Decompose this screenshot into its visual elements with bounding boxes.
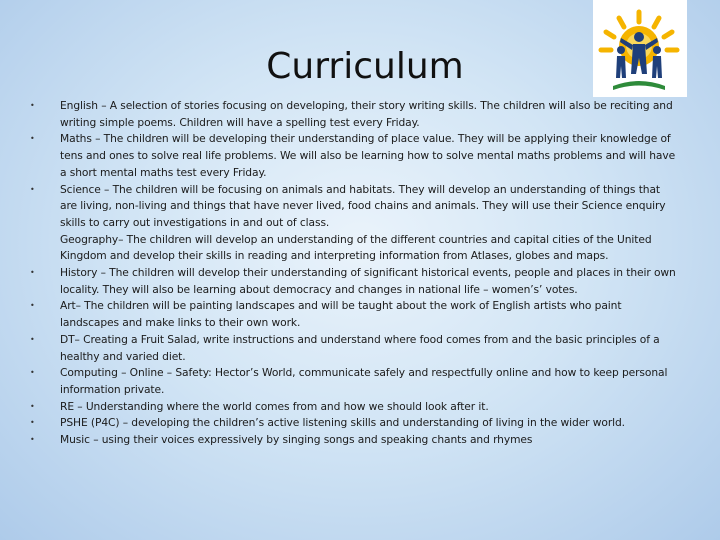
list-item-english [30,98,680,131]
list-item-re [30,399,680,416]
list-item-computing [30,365,680,398]
bullet-icon: • [30,301,35,311]
bullet-icon: • [30,268,35,278]
list-item-text: Music – using their voices expressively by singing songs and speaking chants and rhymes [60,433,533,447]
list-item-geography [30,232,680,265]
list-item-maths [30,131,680,181]
list-item-music [30,432,680,449]
bullet-icon: • [30,418,35,428]
bullet-icon: • [30,101,35,110]
bullet-icon: • [30,435,35,445]
list-item-text: PSHE (P4C) – developing the children’s active listening skills and understanding of living in the wider world. [60,416,625,430]
list-item-text: History – The children will develop their understanding of significant historical events, people and places in their own locality. They will also be learning about democracy and changes in national life – women’s’ votes. [60,266,676,296]
list-item-art [30,298,680,331]
list-item-dt [30,332,680,365]
list-item-text: DT– Creating a Fruit Salad, write instructions and understand where food comes from and the basic principles of a healthy and varied diet. [60,332,660,363]
list-item-text: RE – Understanding where the world comes from and how we should look after it. [60,399,489,413]
list-item-history [30,265,680,298]
bullet-icon: • [30,368,35,378]
list-item-text: Science – The children will be focusing on animals and habitats. They will develop an understanding of things that are living, non-living and things that have never lived, food chains and animals. They will use their Science enquiry skills to carry out investigations in and out of class. [60,182,666,229]
page-title: Curriculum [266,46,464,87]
list-item-text: Computing – Online – Safety: Hector’s World, communicate safely and respectfully online and how to keep personal information private. [60,366,668,396]
list-item-text: Geography– The children will develop an understanding of the different countries and capital cities of the United Kingdom and develop their skills in reading and interpreting information from Atlases, globes and maps. [60,232,652,263]
bullet-icon: • [30,401,35,411]
list-item-text: Maths – The children will be developing their understanding of place value. They will be applying their knowledge of tens and ones to solve real life problems. We will also be learning how to solve mental maths problems and will have a short mental maths test every Friday. [60,132,676,179]
bullet-icon: • [30,134,35,144]
list-item-science [30,182,680,232]
curriculum-list [30,98,680,449]
bullet-icon: • [30,334,35,344]
list-item-text: English – A selection of stories focusing on developing, their story writing skills. The children will also be reciting and writing simple poems. Children will have a spelling test every Friday. [60,99,673,129]
bullet-icon: • [30,184,35,194]
list-item-pshe [30,415,680,432]
list-item-text: Art– The children will be painting landscapes and will be taught about the work of English artists who paint landscapes and make links to their own work. [60,299,622,330]
